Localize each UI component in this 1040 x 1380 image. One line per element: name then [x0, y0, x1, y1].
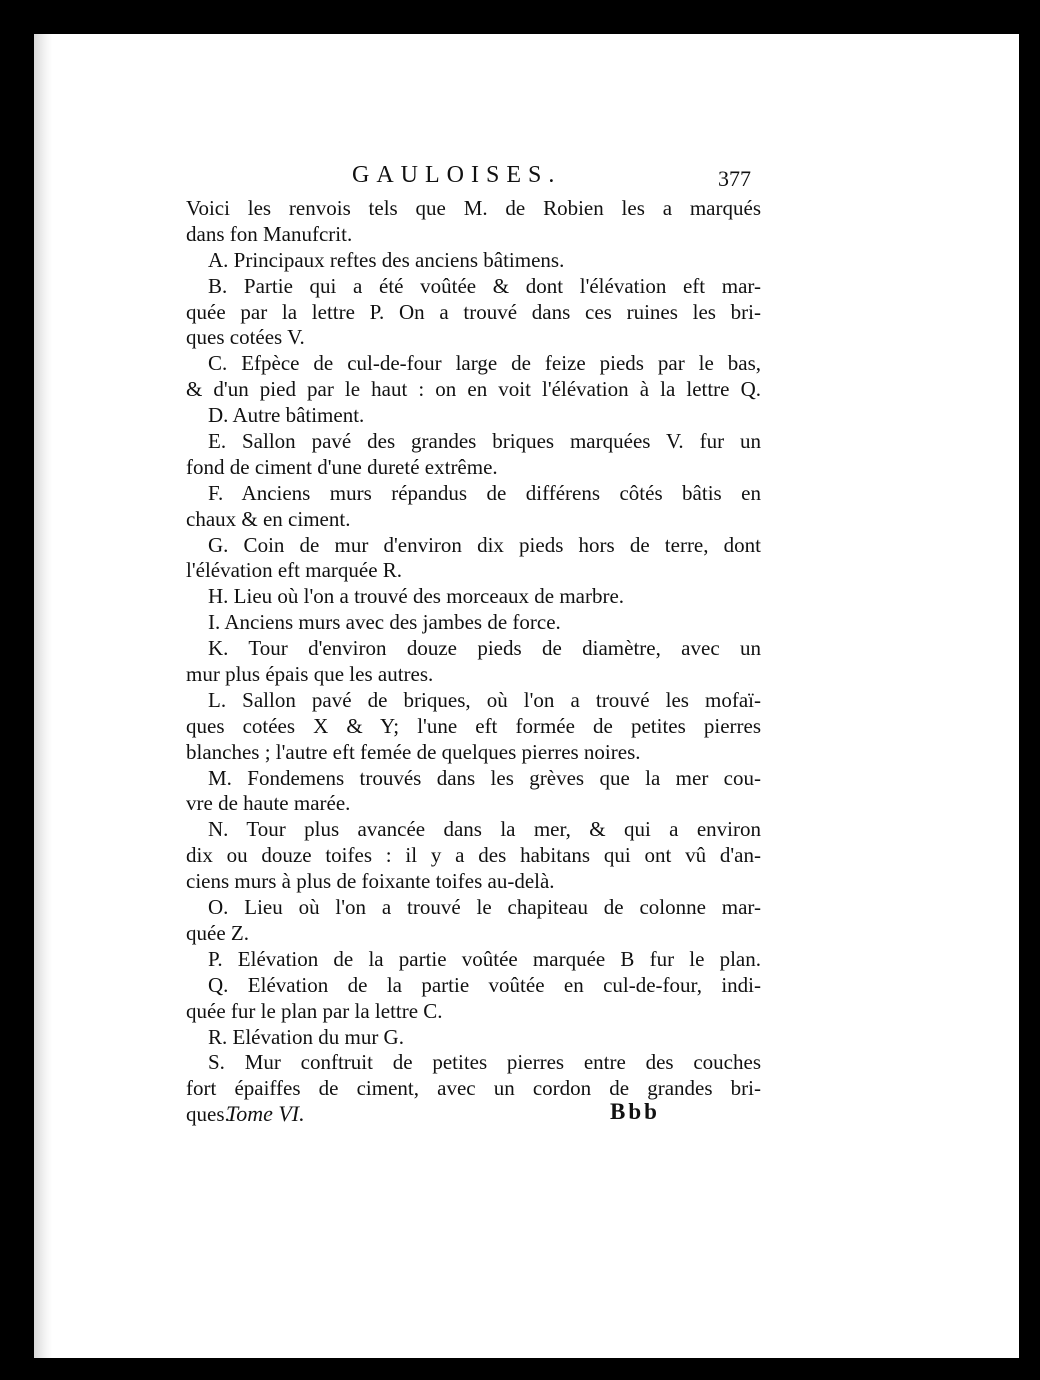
text-line: A. Principaux reftes des anciens bâtimens. — [208, 247, 565, 272]
text-line: K. Tour d'environ douze pieds de diamètre, avec un — [208, 636, 761, 661]
volume-label: Tome VI. — [226, 1101, 305, 1126]
text-line: ques cotées V. — [186, 325, 305, 350]
text-line: ciens murs à plus de foixante toifes au-delà. — [186, 869, 555, 894]
text-line: P. Elévation de la partie voûtée marquée B fur le plan. — [208, 946, 761, 971]
document-page — [34, 34, 1019, 1358]
body-text — [186, 196, 761, 1128]
text-line: quée Z. — [186, 920, 249, 945]
text-line: dans fon Manufcrit. — [186, 221, 353, 246]
text-line: quée par la lettre P. On a trouvé dans ces ruines les bri- — [186, 299, 761, 324]
text-line: Voici les renvois tels que M. de Robien les a marqués — [186, 196, 761, 220]
text-line: O. Lieu où l'on a trouvé le chapiteau de colonne mar- — [208, 895, 761, 920]
text-line: fort épaiffes de ciment, avec un cordon de grandes bri- — [186, 1076, 761, 1101]
text-line: mur plus épais que les autres. — [186, 662, 434, 687]
running-head: GAULOISES. — [352, 162, 562, 188]
text-line: E. Sallon pavé des grandes briques marquées V. fur un — [208, 429, 761, 454]
text-line: F. Anciens murs répandus de différens côtés bâtis en — [208, 480, 761, 505]
text-line: Q. Elévation de la partie voûtée en cul-de-four, indi- — [208, 972, 761, 997]
text-line: S. Mur conftruit de petites pierres entre des couches — [208, 1050, 761, 1075]
text-line: ques. — [186, 1102, 230, 1127]
text-line: chaux & en ciment. — [186, 506, 351, 531]
text-line: H. Lieu où l'on a trouvé des morceaux de marbre. — [208, 584, 625, 609]
text-line: M. Fondemens trouvés dans les grèves que la mer cou- — [208, 765, 761, 790]
text-line: I. Anciens murs avec des jambes de force. — [208, 610, 561, 635]
text-line: l'élévation eft marquée R. — [186, 558, 403, 583]
text-line: dix ou douze toifes : il y a des habitans qui ont vû d'an- — [186, 843, 761, 868]
text-line: & d'un pied par le haut : on en voit l'élévation à la lettre Q. — [186, 377, 761, 402]
text-line: fond de ciment d'une dureté extrême. — [186, 454, 498, 479]
text-line: L. Sallon pavé de briques, où l'on a trouvé les mofaï- — [208, 687, 761, 712]
text-line: N. Tour plus avancée dans la mer, & qui a environ — [208, 817, 761, 842]
text-line: D. Autre bâtiment. — [208, 403, 365, 428]
text-line: quée fur le plan par la lettre C. — [186, 998, 443, 1023]
text-line: B. Partie qui a été voûtée & dont l'élévation eft mar- — [208, 273, 761, 298]
page-number: 377 — [718, 166, 751, 191]
text-line: ques cotées X & Y; l'une eft formée de petites pierres — [186, 713, 761, 738]
text-line: C. Efpèce de cul-de-four large de feize pieds par le bas, — [208, 351, 761, 376]
text-line: vre de haute marée. — [186, 791, 351, 816]
text-line: blanches ; l'autre eft femée de quelques pierres noires. — [186, 739, 641, 764]
page-gutter-shadow — [34, 34, 52, 1358]
text-line: R. Elévation du mur G. — [208, 1024, 404, 1049]
signature-mark: Bbb — [610, 1099, 660, 1124]
text-line: G. Coin de mur d'environ dix pieds hors de terre, dont — [208, 532, 761, 557]
